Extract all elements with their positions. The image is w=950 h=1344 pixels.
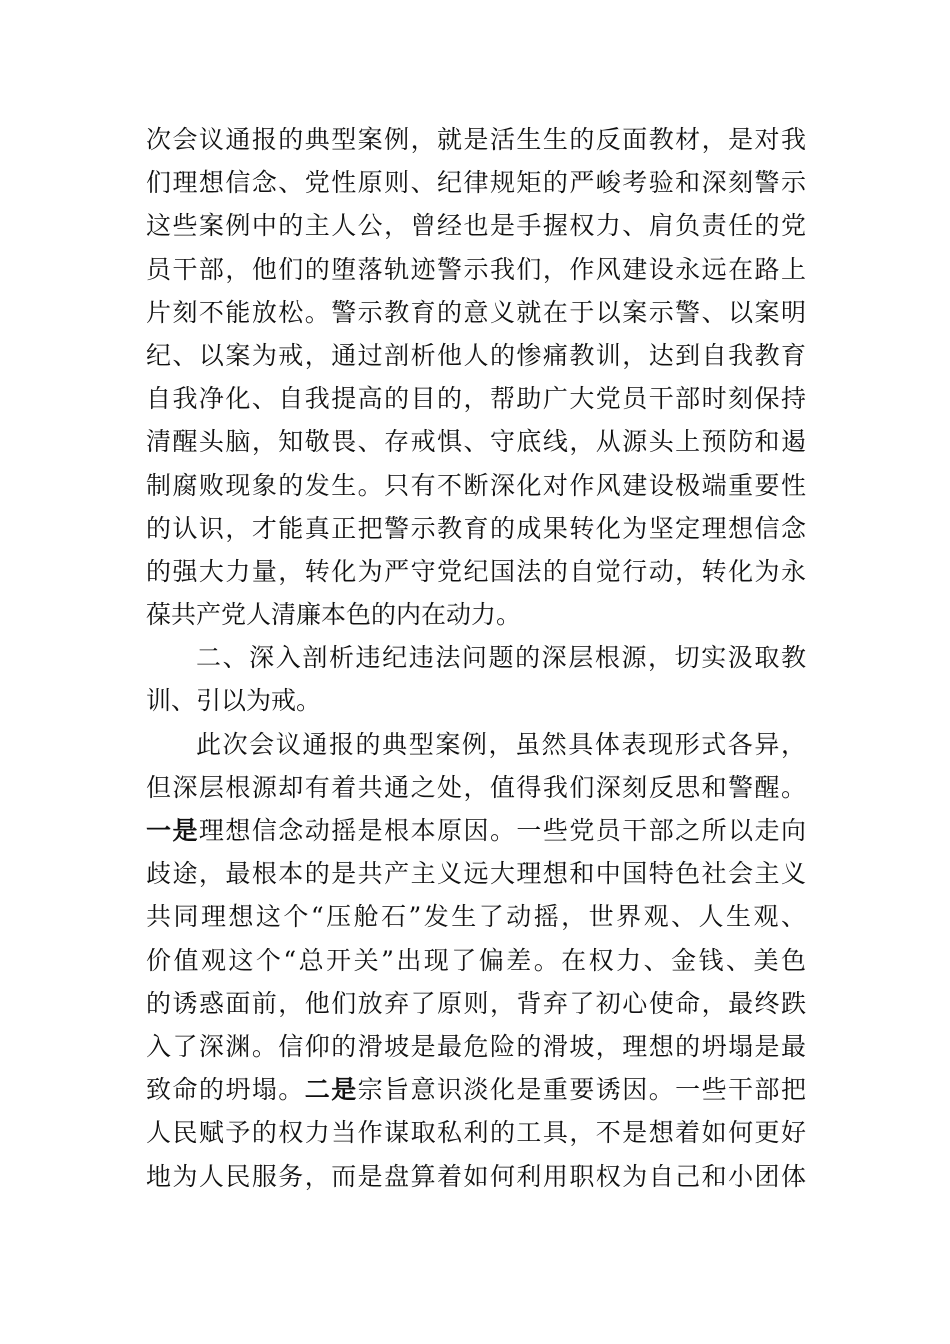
text-run: 致命的坍塌。 — [146, 1075, 305, 1105]
text-line: 的诱惑面前，他们放弃了原则，背弃了初心使命，最终跌 — [146, 988, 806, 1018]
text-line: 清醒头脑，知敬畏、存戒惧、守底线，从源头上预防和遏 — [146, 427, 806, 457]
text-line: 但深层根源却有着共通之处，值得我们深刻反思和警醒。 — [146, 772, 806, 802]
text-line: 此次会议通报的典型案例，虽然具体表现形式各异， — [196, 729, 806, 759]
text-line: 的强大力量，转化为严守党纪国法的自觉行动，转化为永 — [146, 556, 806, 586]
text-line: 自我净化、自我提高的目的，帮助广大党员干部时刻保持 — [146, 384, 806, 414]
text-line: 制腐败现象的发生。只有不断深化对作风建设极端重要性 — [146, 470, 806, 500]
body-text — [146, 118, 806, 1198]
text-line: 次会议通报的典型案例，就是活生生的反面教材，是对我 — [146, 125, 806, 154]
text-line: 地为人民服务，而是盘算着如何利用职权为自己和小团体 — [146, 1161, 806, 1191]
point-marker: 一是 — [146, 816, 199, 845]
text-line — [146, 809, 806, 852]
text-line: 的认识，才能真正把警示教育的成果转化为坚定理想信念 — [146, 513, 806, 543]
text-run: 宗旨意识淡化是重要诱因。一些干部把 — [357, 1075, 806, 1105]
text-run: 理想信念动摇是根本原因。一些党员干部之所以走向 — [198, 816, 806, 845]
text-line — [146, 1068, 806, 1111]
text-line: 入了深渊。信仰的滑坡是最危险的滑坡，理想的坍塌是最 — [146, 1031, 806, 1061]
text-line: 价值观这个“总开关”出现了偏差。在权力、金钱、美色 — [146, 945, 806, 975]
text-line: 员干部，他们的堕落轨迹警示我们，作风建设永远在路上 — [146, 254, 806, 284]
text-line: 们理想信念、党性原则、纪律规矩的严峻考验和深刻警示 — [146, 168, 806, 198]
text-line: 片刻不能放松。警示教育的意义就在于以案示警、以案明 — [146, 297, 806, 327]
text-line: 歧途，最根本的是共产主义远大理想和中国特色社会主义 — [146, 859, 806, 889]
text-line: 人民赋予的权力当作谋取私利的工具，不是想着如何更好 — [146, 1118, 806, 1148]
text-line: 这些案例中的主人公，曾经也是手握权力、肩负责任的党 — [146, 211, 806, 241]
text-line: 共同理想这个“压舱石”发生了动摇，世界观、人生观、 — [146, 902, 806, 932]
text-line: 葆共产党人清廉本色的内在动力。 — [146, 600, 522, 630]
point-marker: 二是 — [304, 1075, 358, 1105]
section-heading-line: 训、引以为戒。 — [146, 686, 322, 716]
text-line: 纪、以案为戒，通过剖析他人的惨痛教训，达到自我教育 — [146, 340, 806, 370]
section-heading-line: 二、深入剖析违纪违法问题的深层根源，切实汲取教 — [196, 643, 806, 673]
